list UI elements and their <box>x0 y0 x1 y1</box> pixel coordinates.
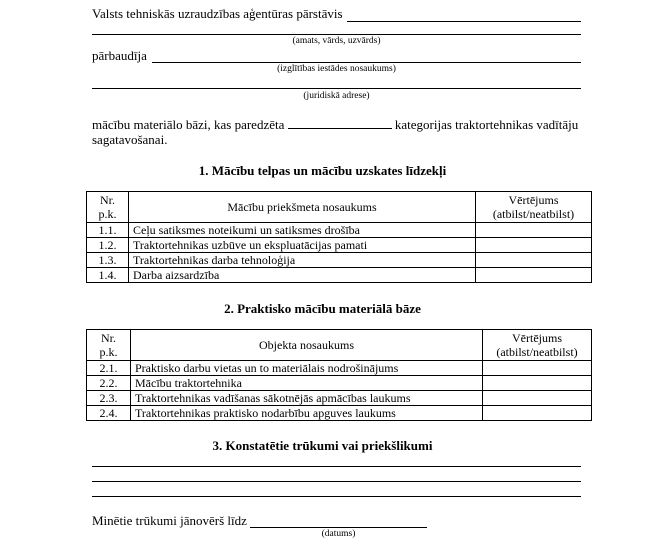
remarks-line-1[interactable] <box>92 466 581 467</box>
row-name: Ceļu satiksmes noteikumi un satiksmes drošība <box>129 223 476 238</box>
intro-line2: sagatavošanai. <box>92 132 168 147</box>
institution-caption: (izglītības iestādes nosaukums) <box>277 64 396 74</box>
checked-label: pārbaudīja <box>92 48 147 63</box>
section1-table <box>86 191 592 283</box>
row-eval-cell[interactable] <box>483 406 592 421</box>
row-eval-cell[interactable] <box>476 223 592 238</box>
row-nr: 1.3. <box>87 253 129 268</box>
row-nr: 2.2. <box>87 376 131 391</box>
remarks-line-2[interactable] <box>92 481 581 482</box>
col-nr-header: Nr. p.k. <box>87 192 129 223</box>
intro-paragraph <box>92 117 592 147</box>
remarks-line-3[interactable] <box>92 496 581 497</box>
row-name: Traktortehnikas vadīšanas sākotnējās apmācības laukums <box>131 391 483 406</box>
row-nr: 1.2. <box>87 238 129 253</box>
intro-part2: kategorijas traktortehnikas vadītāju <box>394 117 579 132</box>
institution-field[interactable] <box>152 62 581 63</box>
category-field[interactable] <box>288 128 392 129</box>
row-name: Mācību traktortehnika <box>131 376 483 391</box>
section1-heading: 1. Mācību telpas un mācību uzskates līdzekļi <box>198 163 447 178</box>
table-row <box>87 253 592 268</box>
row-nr: 2.4. <box>87 406 131 421</box>
table-row <box>87 406 592 421</box>
table-row <box>87 238 592 253</box>
representative-field-line2[interactable] <box>92 34 581 35</box>
col-eval-header: Vērtējums (atbilst/neatbilst) <box>476 192 592 223</box>
row-eval-cell[interactable] <box>476 238 592 253</box>
section2-header-row <box>87 330 592 361</box>
intro-part1: mācību materiālo bāzi, kas paredzēta <box>92 117 285 132</box>
table-row <box>87 391 592 406</box>
section3-heading: 3. Konstatētie trūkumi vai priekšlikumi <box>212 438 433 453</box>
col-nr-header: Nr. p.k. <box>87 330 131 361</box>
deadline-label: Minētie trūkumi jānovērš līdz <box>92 513 247 528</box>
table-row <box>87 268 592 283</box>
section2-heading: 2. Praktisko mācību materiālā bāze <box>224 301 421 316</box>
section1-header-row <box>87 192 592 223</box>
representative-label: Valsts tehniskās uzraudzības aģentūras pārstāvis <box>92 6 343 21</box>
address-caption: (juridiskā adrese) <box>303 91 370 101</box>
row-eval-cell[interactable] <box>483 376 592 391</box>
representative-field[interactable] <box>347 21 581 22</box>
col-name-header: Mācību priekšmeta nosaukums <box>129 192 476 223</box>
deadline-date-field[interactable] <box>250 527 427 528</box>
row-nr: 2.1. <box>87 361 131 376</box>
row-name: Traktortehnikas uzbūve un ekspluatācijas pamati <box>129 238 476 253</box>
table-row <box>87 376 592 391</box>
row-nr: 1.4. <box>87 268 129 283</box>
row-nr: 2.3. <box>87 391 131 406</box>
row-eval-cell[interactable] <box>483 361 592 376</box>
row-nr: 1.1. <box>87 223 129 238</box>
date-caption: (datums) <box>321 529 356 539</box>
row-eval-cell[interactable] <box>476 268 592 283</box>
col-eval-header: Vērtējums (atbilst/neatbilst) <box>483 330 592 361</box>
address-field[interactable] <box>92 88 581 89</box>
row-eval-cell[interactable] <box>483 391 592 406</box>
row-eval-cell[interactable] <box>476 253 592 268</box>
row-name: Traktortehnikas darba tehnoloģija <box>129 253 476 268</box>
table-row <box>87 223 592 238</box>
row-name: Praktisko darbu vietas un to materiālais nodrošinājums <box>131 361 483 376</box>
section2-table <box>86 329 592 421</box>
row-name: Traktortehnikas praktisko nodarbību apguves laukums <box>131 406 483 421</box>
representative-caption: (amats, vārds, uzvārds) <box>292 36 381 46</box>
table-row <box>87 361 592 376</box>
col-name-header: Objekta nosaukums <box>131 330 483 361</box>
row-name: Darba aizsardzība <box>129 268 476 283</box>
